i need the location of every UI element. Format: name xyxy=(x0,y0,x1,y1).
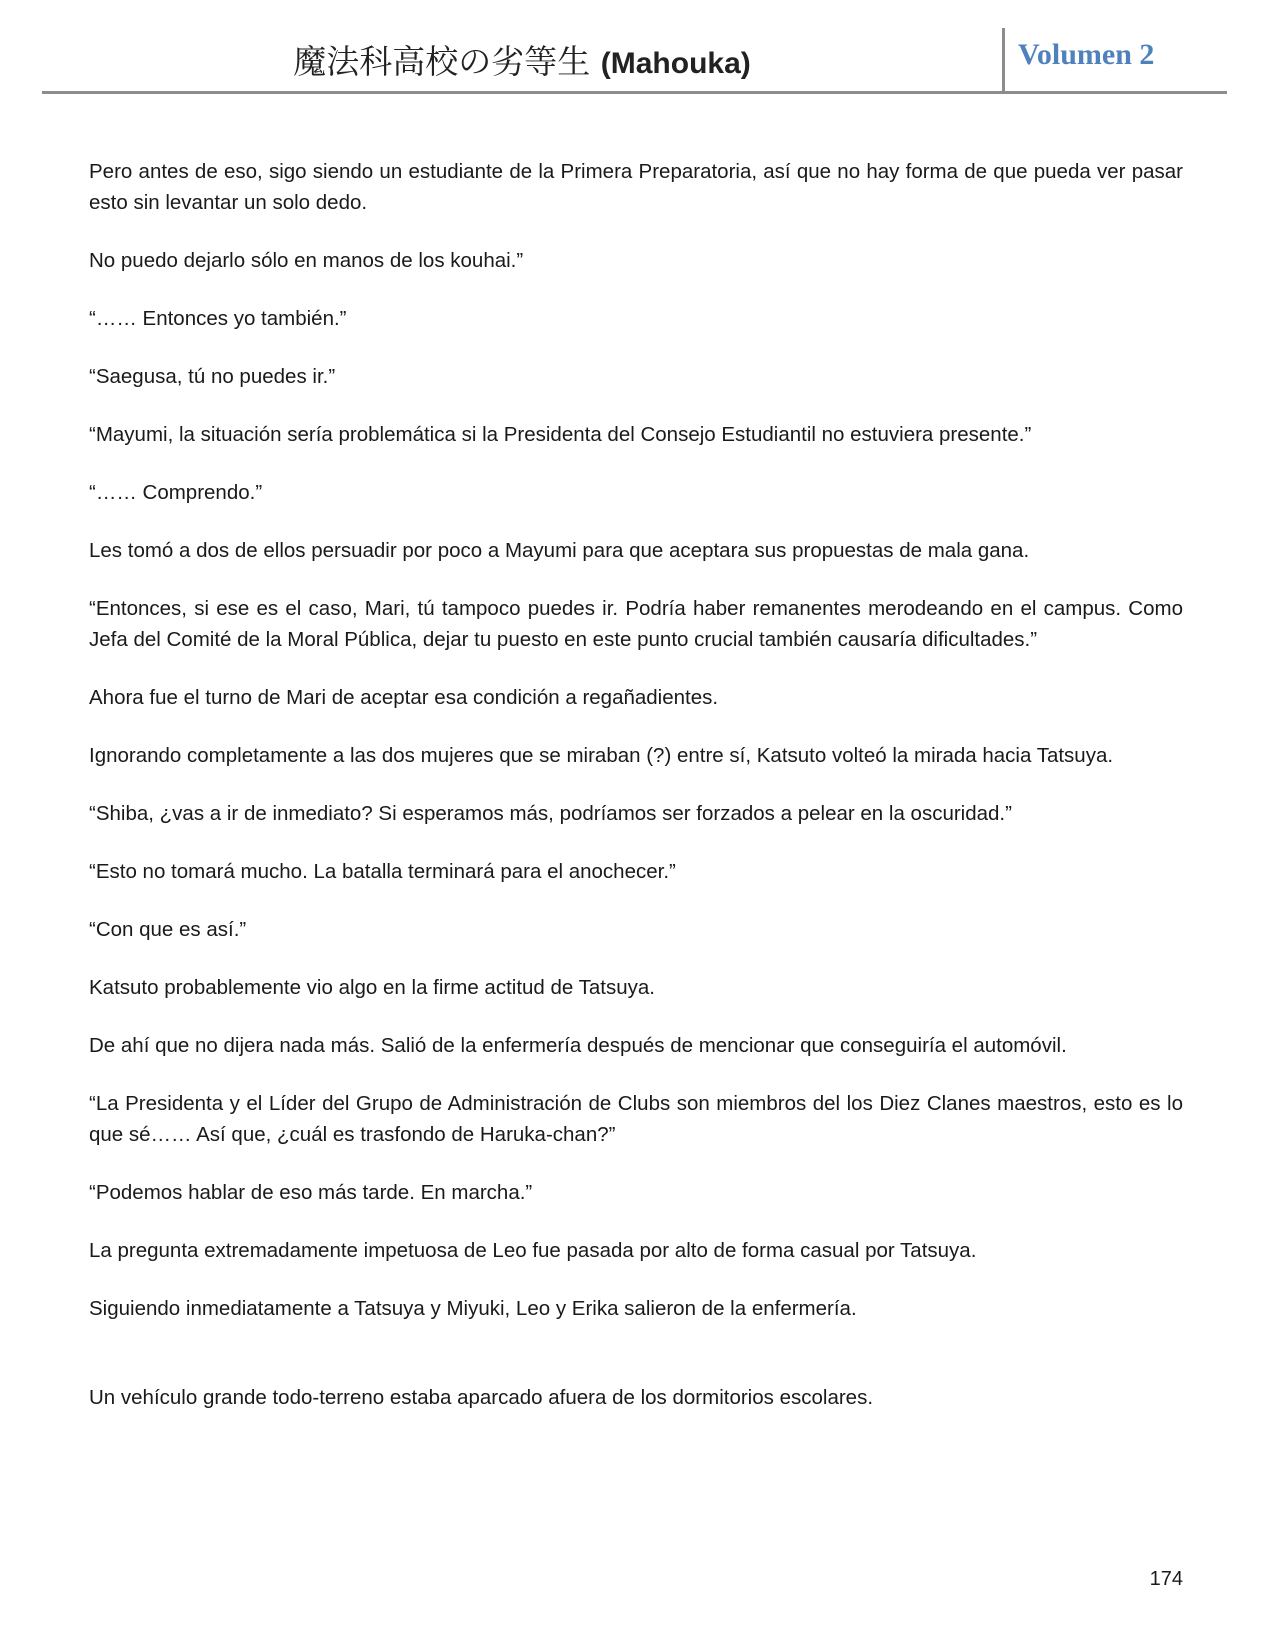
body-text xyxy=(89,156,1183,1413)
header-rule xyxy=(42,91,1227,94)
paragraph: “Con que es así.” xyxy=(89,918,247,941)
paragraph: No puedo dejarlo sólo en manos de los kouhai.” xyxy=(89,249,524,272)
book-title-japanese: 魔法科高校の劣等生 xyxy=(293,42,591,81)
paragraph: Katsuto probablemente vio algo en la firme actitud de Tatsuya. xyxy=(89,976,655,999)
paragraph: Siguiendo inmediatamente a Tatsuya y Miyuki, Leo y Erika salieron de la enfermería. xyxy=(89,1297,857,1320)
paragraph: Ahora fue el turno de Mari de aceptar esa condición a regañadientes. xyxy=(89,686,719,709)
paragraph: “La Presidenta y el Líder del Grupo de Administración de Clubs son miembros del los Diez Clanes maestros, esto es lo que sé…… Así que, ¿cuál es trasfondo de Haruka-chan?” xyxy=(89,1092,1183,1146)
header-divider xyxy=(1002,28,1005,92)
page-number: 174 xyxy=(1149,1568,1183,1590)
paragraph: Ignorando completamente a las dos mujeres que se miraban (?) entre sí, Katsuto volteó la mirada hacia Tatsuya. xyxy=(89,744,1114,767)
paragraph: La pregunta extremadamente impetuosa de Leo fue pasada por alto de forma casual por Tatsuya. xyxy=(89,1239,977,1262)
paragraph: Un vehículo grande todo-terreno estaba aparcado afuera de los dormitorios escolares. xyxy=(89,1386,874,1409)
book-title-romaji: (Mahouka) xyxy=(600,47,751,80)
paragraph: “Shiba, ¿vas a ir de inmediato? Si esperamos más, podríamos ser forzados a pelear en la oscuridad.” xyxy=(89,802,1012,825)
paragraph: De ahí que no dijera nada más. Salió de la enfermería después de mencionar que conseguiría el automóvil. xyxy=(89,1034,1067,1057)
paragraph: “…… Entonces yo también.” xyxy=(89,307,347,330)
paragraph: “Podemos hablar de eso más tarde. En marcha.” xyxy=(89,1181,533,1204)
paragraph: “…… Comprendo.” xyxy=(89,481,263,504)
paragraph: “Entonces, si ese es el caso, Mari, tú tampoco puedes ir. Podría haber remanentes merodeando en el campus. Como Jefa del Comité de la Moral Pública, dejar tu puesto en este punto crucial también causaría dificultades.” xyxy=(89,597,1183,651)
volume-label: Volumen 2 xyxy=(1018,38,1155,71)
paragraph: Pero antes de eso, sigo siendo un estudiante de la Primera Preparatoria, así que no hay forma de que pueda ver pasar esto sin levantar un solo dedo. xyxy=(89,160,1183,214)
paragraph: “Saegusa, tú no puedes ir.” xyxy=(89,365,336,388)
book-title xyxy=(42,36,1002,83)
paragraph: Les tomó a dos de ellos persuadir por poco a Mayumi para que aceptara sus propuestas de mala gana. xyxy=(89,539,1030,562)
page-header xyxy=(42,28,1227,92)
paragraph: “Mayumi, la situación sería problemática si la Presidenta del Consejo Estudiantil no estuviera presente.” xyxy=(89,423,1032,446)
paragraph: “Esto no tomará mucho. La batalla terminará para el anochecer.” xyxy=(89,860,676,883)
